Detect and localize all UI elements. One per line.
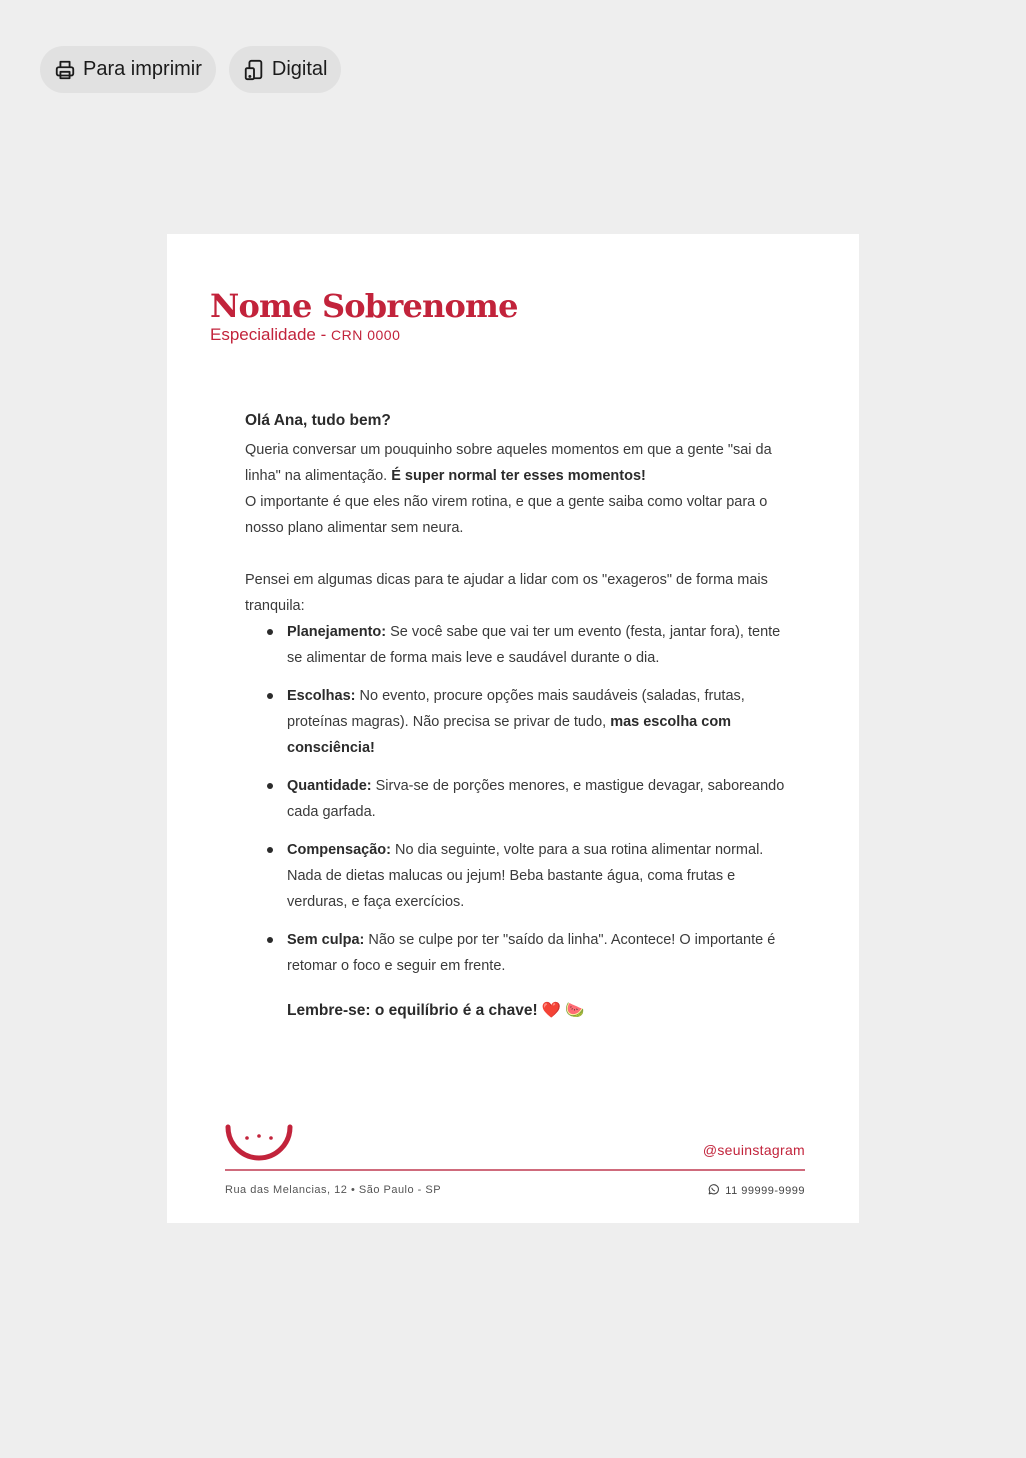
tablet-icon bbox=[242, 58, 266, 82]
list-item bbox=[267, 619, 790, 671]
intro-highlight: É super normal ter esses momentos! bbox=[391, 468, 646, 484]
letterhead bbox=[210, 286, 518, 346]
tip-text: Sirva-se de porções menores, e mastigue devagar, saboreando cada garfada. bbox=[287, 778, 785, 820]
letter-body bbox=[245, 410, 790, 1024]
tip-title: Quantidade: bbox=[287, 778, 372, 794]
footer-divider bbox=[225, 1169, 805, 1171]
phone-line bbox=[707, 1183, 805, 1199]
tip-title: Sem culpa: bbox=[287, 932, 365, 948]
whatsapp-icon bbox=[707, 1183, 720, 1199]
print-button-label: Para imprimir bbox=[83, 58, 202, 80]
specialty: Especialidade - bbox=[210, 325, 327, 344]
list-item bbox=[267, 683, 790, 761]
printer-icon bbox=[53, 58, 77, 82]
greeting: Olá Ana, tudo bem? bbox=[245, 412, 391, 429]
format-toolbar bbox=[40, 46, 341, 93]
crn-number: CRN 0000 bbox=[330, 327, 401, 343]
tips-intro: Pensei em algumas dicas para te ajudar a lidar com os "exageros" de forma mais tranquila: bbox=[245, 572, 768, 614]
phone-number: 11 99999-9999 bbox=[725, 1185, 805, 1197]
digital-button[interactable] bbox=[229, 46, 342, 93]
tips-list bbox=[245, 619, 790, 979]
tip-title: Planejamento: bbox=[287, 624, 387, 640]
letter-preview bbox=[167, 234, 859, 1223]
closing-text: Lembre-se: o equilíbrio é a chave! bbox=[287, 1002, 538, 1019]
professional-name: Nome Sobrenome bbox=[210, 287, 518, 325]
tip-highlight: mas escolha com consciência! bbox=[287, 714, 732, 756]
specialty-line bbox=[210, 324, 518, 346]
list-item bbox=[267, 773, 790, 825]
intro-paragraph bbox=[245, 437, 790, 489]
instagram-handle: @seuinstagram bbox=[702, 1142, 805, 1158]
intro-paragraph-2: O importante é que eles não virem rotina, e que a gente saiba como voltar para o nosso plano alimentar sem neura. bbox=[245, 494, 768, 536]
tip-text: Se você sabe que vai ter um evento (festa, jantar fora), tente se alimentar de forma mais leve e saudável durante o dia. bbox=[287, 624, 781, 666]
tip-text: No evento, procure opções mais saudáveis (saladas, frutas, proteínas magras). Não precisa se privar de tudo, bbox=[287, 688, 745, 730]
tip-text: Não se culpe por ter "saído da linha". Acontece! O importante é retomar o foco e seguir em frente. bbox=[287, 932, 776, 974]
print-button[interactable] bbox=[40, 46, 216, 93]
tip-text: No dia seguinte, volte para a sua rotina alimentar normal. Nada de dietas malucas ou jejum! Beba bastante água, coma frutas e verduras, e faça exercícios. bbox=[287, 842, 764, 910]
closing-line bbox=[287, 998, 790, 1024]
tip-title: Compensação: bbox=[287, 842, 391, 858]
list-item bbox=[267, 927, 790, 979]
watermelon-smile-logo bbox=[225, 1124, 293, 1167]
address: Rua das Melancias, 12 • São Paulo - SP bbox=[225, 1184, 442, 1196]
digital-button-label: Digital bbox=[271, 58, 328, 80]
intro-text: Queria conversar um pouquinho sobre aqueles momentos em que a gente "sai da linha" na alimentação. bbox=[245, 442, 772, 484]
tip-title: Escolhas: bbox=[287, 688, 356, 704]
heart-watermelon-emoji: ❤️ 🍉 bbox=[541, 1002, 585, 1019]
list-item bbox=[267, 837, 790, 915]
